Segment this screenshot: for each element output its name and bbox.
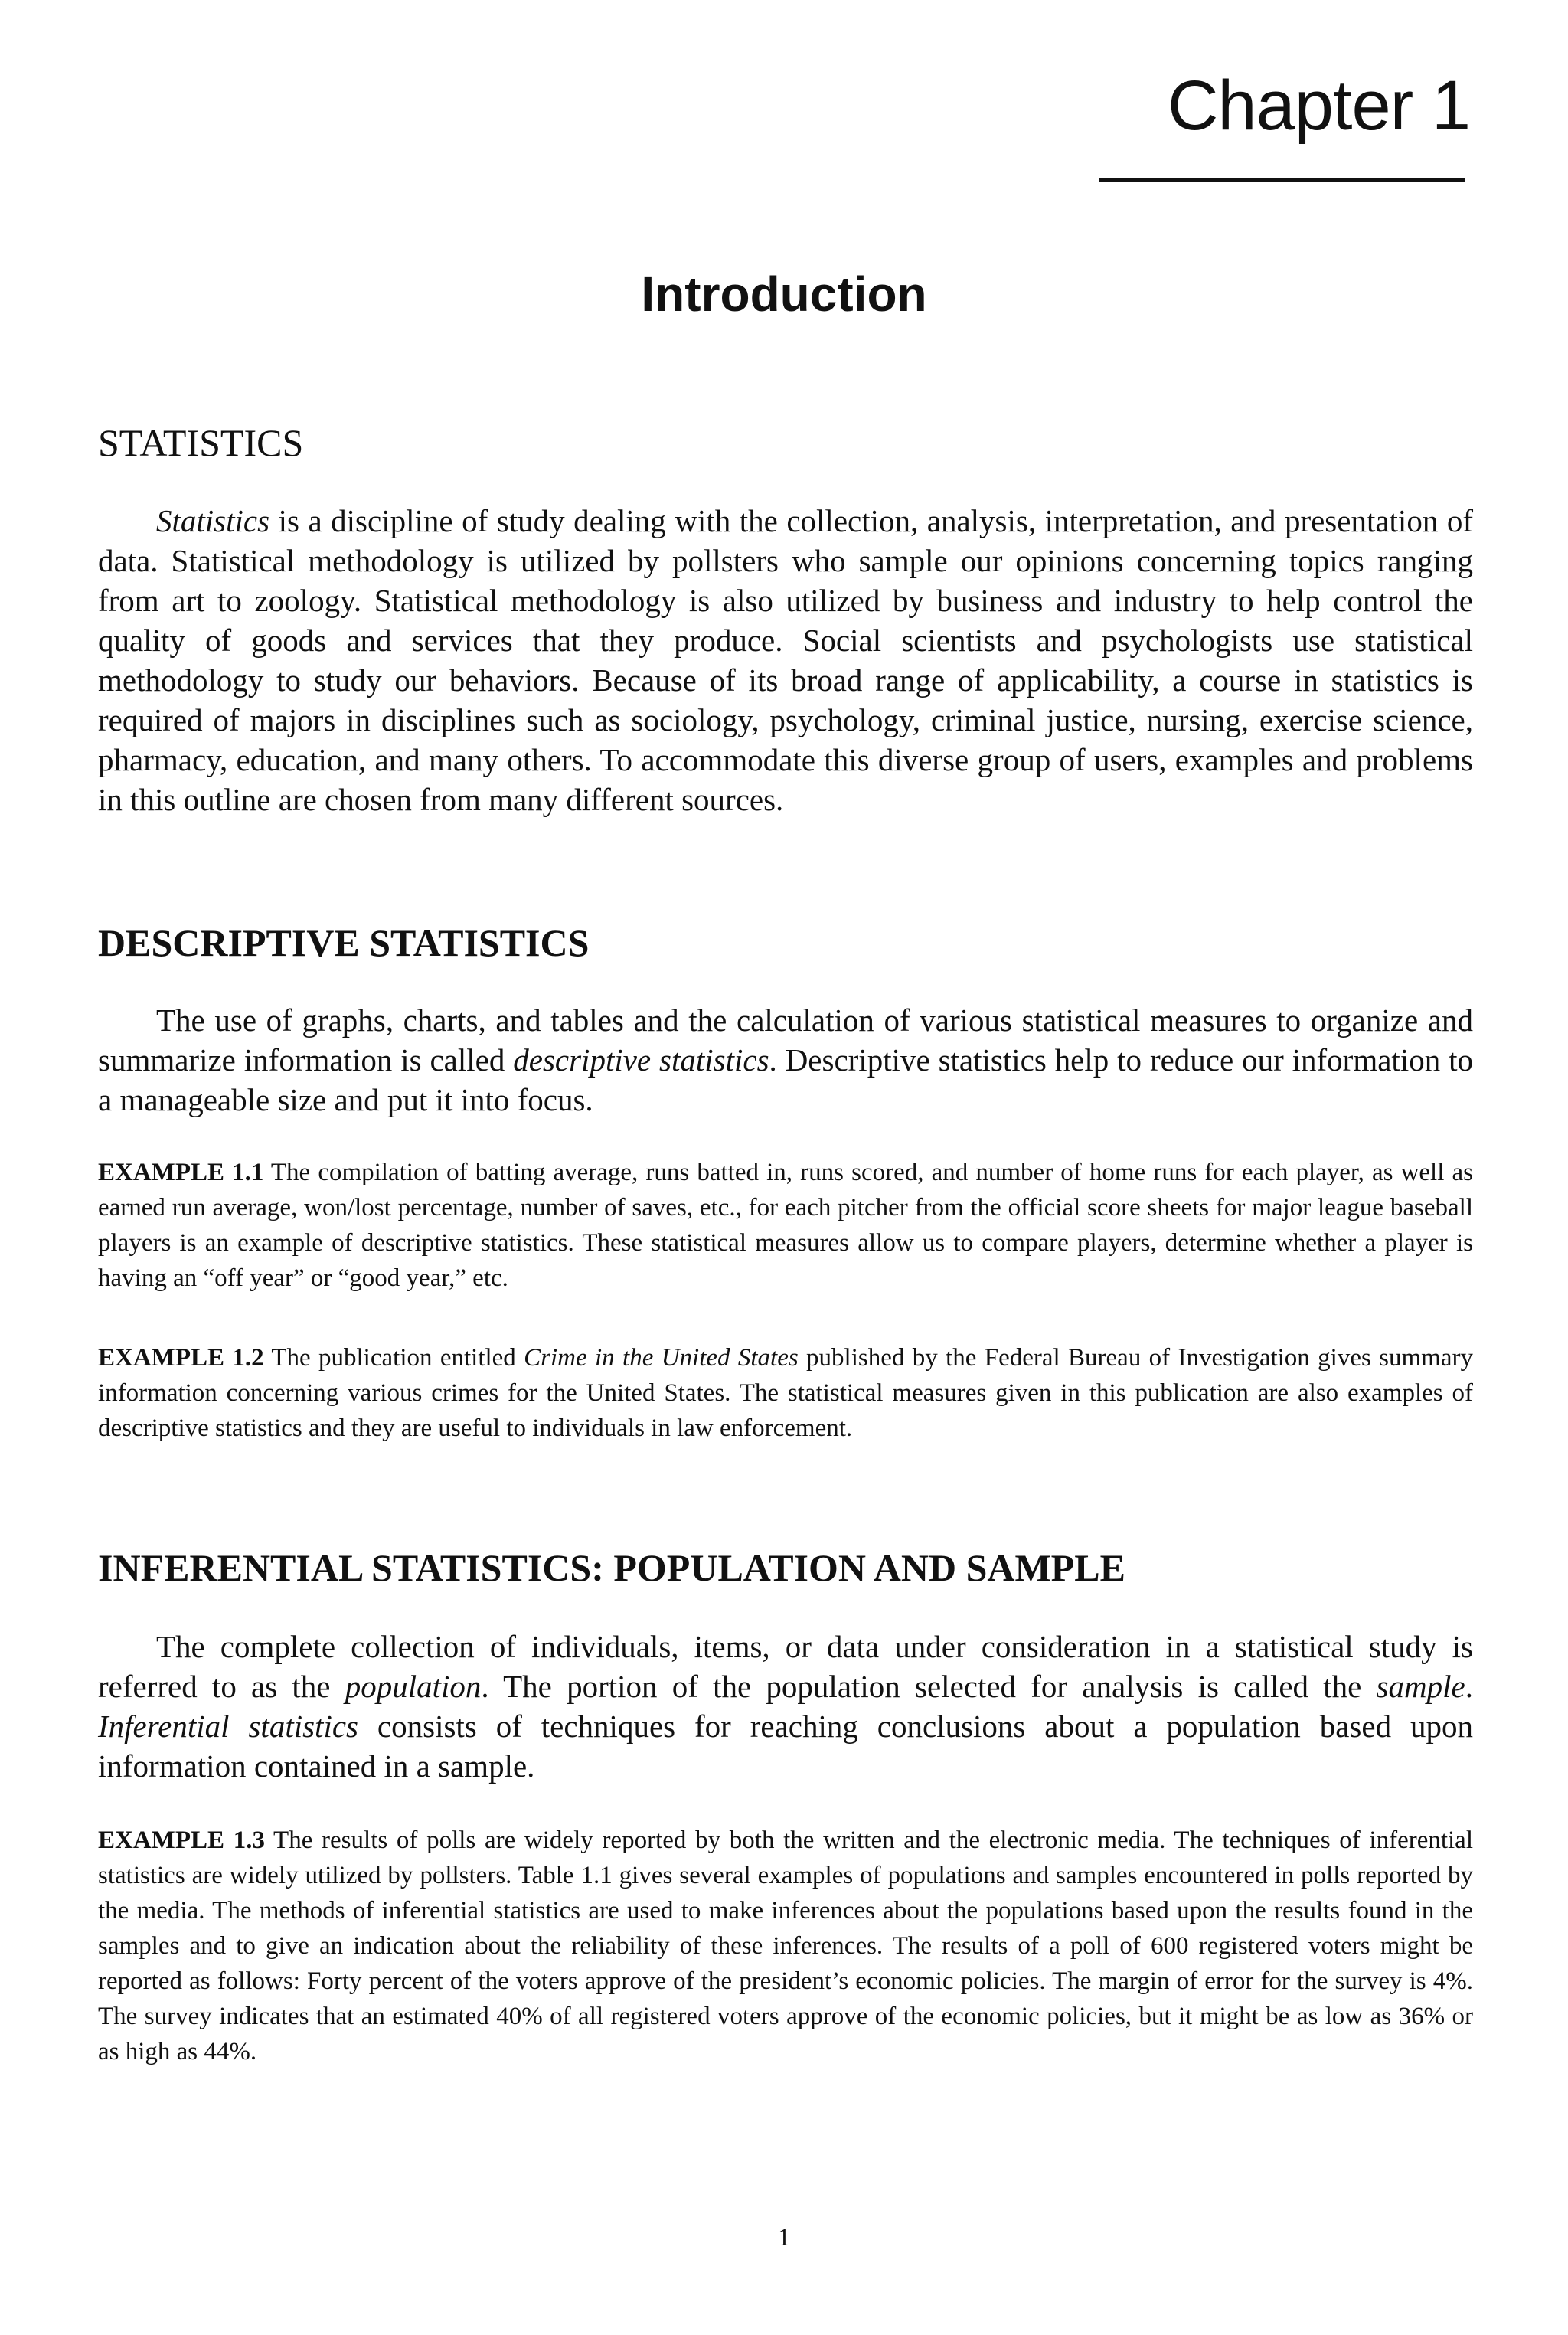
term-inferential: Inferential statistics bbox=[98, 1709, 358, 1744]
example-1-2 bbox=[98, 1340, 1473, 1446]
chapter-title: Introduction bbox=[641, 267, 927, 322]
example-1-3-label: EXAMPLE 1.3 bbox=[98, 1826, 265, 1854]
section-heading-inferential: INFERENTIAL STATISTICS: POPULATION AND SAMPLE bbox=[98, 1546, 1125, 1589]
statistics-term: Statistics bbox=[156, 503, 270, 538]
example-1-3-text: The results of polls are widely reported by both the written and the electronic media. The techniques of inferential statistics are widely utilized by pollsters. Table 1.1 gives several examples of populations and samples encountered in polls reported by the media. The methods of inferential statistics are used to make inferences about the populations based upon the results found in the samples and to give an indication about the reliability of these inferences. The results of a poll of 600 registered voters might be reported as follows: Forty percent of the voters approve of the president’s economic policies. The margin of error for the survey is 4%. The survey indicates that an estimated 40% of all registered voters approve of the economic policies, but it might be as low as 36% or as high as 44%. bbox=[98, 1826, 1474, 2065]
term-sample: sample bbox=[1376, 1669, 1465, 1704]
chapter-rule bbox=[1099, 178, 1465, 182]
statistics-paragraph bbox=[98, 501, 1473, 819]
example-1-2-text-after: published by the Federal Bureau of Investigation gives summary information concerning various crimes for the United States. The statistical measures given in this publication are also examples of descriptive statistics and they are useful to individuals in law enforcement. bbox=[98, 1344, 1473, 1442]
example-1-2-label: EXAMPLE 1.2 bbox=[98, 1344, 264, 1372]
example-1-2-text-before: The publication entitled bbox=[263, 1344, 524, 1372]
descriptive-paragraph bbox=[98, 1000, 1473, 1120]
example-1-2-publication: Crime in the United States bbox=[524, 1344, 799, 1372]
inferential-text-4: consists of techniques for reaching conclusions about a population based upon information contained in a sample. bbox=[98, 1709, 1473, 1784]
descriptive-text-after: . Descriptive statistics help to reduce our information to a manageable size and put it into focus. bbox=[98, 1042, 1473, 1117]
inferential-paragraph bbox=[98, 1627, 1473, 1786]
example-1-1 bbox=[98, 1155, 1473, 1296]
inferential-text-1: The complete collection of individuals, items, or data under consideration in a statistical study is referred to as the bbox=[98, 1629, 1473, 1704]
page-number: 1 bbox=[777, 2224, 791, 2252]
term-population: population bbox=[345, 1669, 482, 1704]
section-heading-statistics: STATISTICS bbox=[98, 421, 304, 464]
inferential-text-2: . The portion of the population selected for analysis is called the bbox=[481, 1669, 1377, 1704]
section-heading-descriptive: DESCRIPTIVE STATISTICS bbox=[98, 921, 590, 964]
descriptive-term: descriptive statistics bbox=[513, 1042, 769, 1078]
chapter-label: Chapter 1 bbox=[1167, 67, 1470, 145]
inferential-text-3: . bbox=[1465, 1669, 1473, 1704]
statistics-text: is a discipline of study dealing with the collection, analysis, interpretation, and presentation of data. Statistical methodology is utilized by pollsters who sample our opinions concerning topics ranging from art to zoology. Statistical methodology is also utilized by business and industry to help control the quality of goods and services that they produce. Social scientists and psychologists use statistical methodology to study our behaviors. Because of its broad range of applicability, a course in statistics is required of majors in disciplines such as sociology, psychology, criminal justice, nursing, exercise science, pharmacy, education, and many others. To accommodate this diverse group of users, examples and problems in this outline are chosen from many different sources. bbox=[98, 503, 1473, 817]
example-1-3 bbox=[98, 1823, 1473, 2069]
descriptive-text-before: The use of graphs, charts, and tables and the calculation of various statistical measures to organize and summarize information is called bbox=[98, 1002, 1473, 1078]
example-1-1-text: The compilation of batting average, runs batted in, runs scored, and number of home runs for each player, as well as earned run average, won/lost percentage, number of saves, etc., for each pitcher from the official score sheets for major league baseball players is an example of descriptive statistics. These statistical measures allow us to compare players, determine whether a player is having an “off year” or “good year,” etc. bbox=[98, 1159, 1473, 1292]
example-1-1-label: EXAMPLE 1.1 bbox=[98, 1159, 264, 1186]
